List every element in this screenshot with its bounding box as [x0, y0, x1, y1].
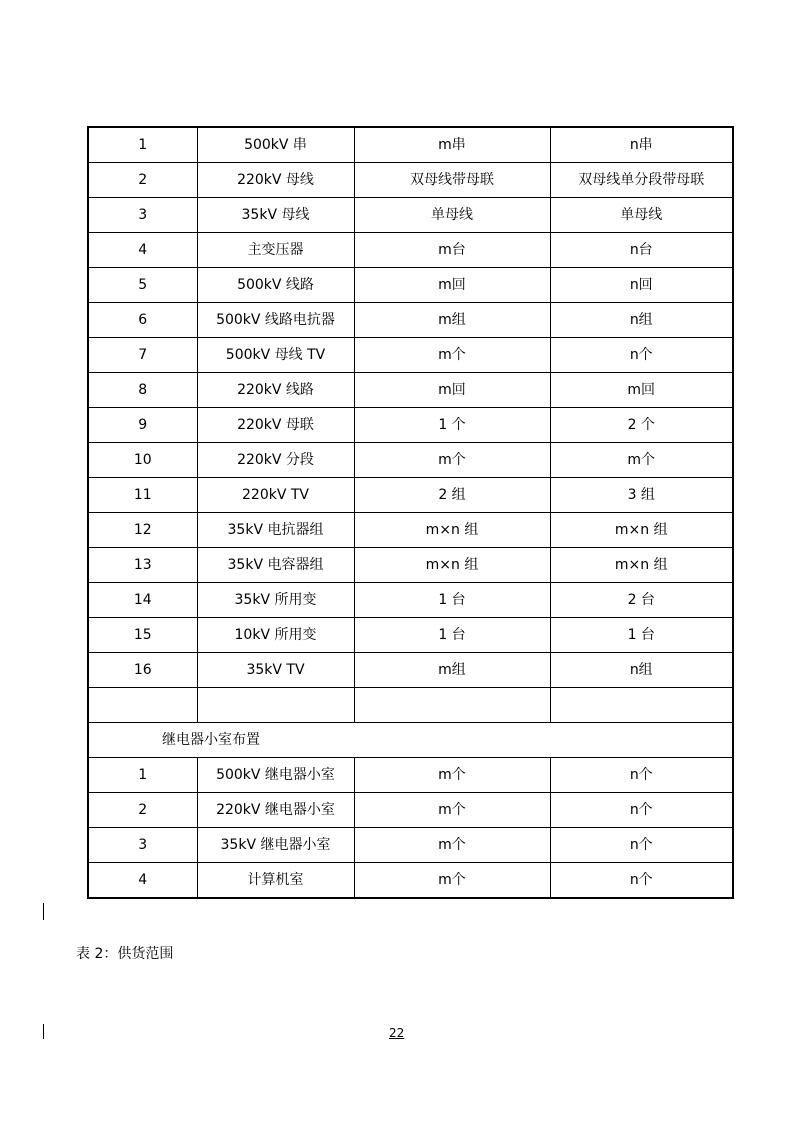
item-name-cell: 220kV 线路: [197, 373, 354, 408]
section-title-row: [88, 723, 733, 758]
phase-one-cell: 1 个: [354, 408, 550, 443]
final-scale-cell: m回: [550, 373, 733, 408]
phase-one-cell: m台: [354, 233, 550, 268]
revision-bar: [43, 1024, 44, 1039]
row-index-cell: 9: [88, 408, 197, 443]
final-scale-cell: n个: [550, 793, 733, 828]
row-index-cell: 14: [88, 583, 197, 618]
final-scale-cell: n串: [550, 127, 733, 163]
final-scale-cell: n回: [550, 268, 733, 303]
row-index-cell: 3: [88, 198, 197, 233]
final-scale-cell: 1 台: [550, 618, 733, 653]
final-scale-cell: n台: [550, 233, 733, 268]
final-scale-cell: 双母线单分段带母联: [550, 163, 733, 198]
table-body: [88, 127, 733, 898]
table-row: [88, 653, 733, 688]
final-scale-cell: n组: [550, 653, 733, 688]
row-index-cell: 6: [88, 303, 197, 338]
item-name-cell: 220kV 继电器小室: [197, 793, 354, 828]
phase-one-cell: m个: [354, 863, 550, 899]
phase-one-cell: m组: [354, 303, 550, 338]
page-number: 22: [389, 1026, 405, 1040]
table-row: [88, 513, 733, 548]
table-caption: 表 2：供货范围: [76, 946, 174, 962]
final-scale-cell: n个: [550, 338, 733, 373]
item-name-cell: 500kV 母线 TV: [197, 338, 354, 373]
phase-one-cell: 单母线: [354, 198, 550, 233]
table-row: [88, 478, 733, 513]
phase-one-cell: m组: [354, 653, 550, 688]
row-index-cell: 8: [88, 373, 197, 408]
row-index-cell: 5: [88, 268, 197, 303]
table-row: [88, 583, 733, 618]
item-name-cell: 10kV 所用变: [197, 618, 354, 653]
item-name-cell: 220kV TV: [197, 478, 354, 513]
table-row: [88, 793, 733, 828]
item-name-cell: 35kV 电抗器组: [197, 513, 354, 548]
final-scale-cell: n个: [550, 863, 733, 899]
row-index-cell: 12: [88, 513, 197, 548]
final-scale-cell: m×n 组: [550, 548, 733, 583]
table-row: [88, 618, 733, 653]
table-row: [88, 127, 733, 163]
row-index-cell: 11: [88, 478, 197, 513]
final-scale-cell: n组: [550, 303, 733, 338]
table-row: [88, 268, 733, 303]
item-name-cell: 500kV 继电器小室: [197, 758, 354, 793]
item-name-cell: 500kV 串: [197, 127, 354, 163]
table-row: [88, 443, 733, 478]
phase-one-cell: m个: [354, 338, 550, 373]
final-scale-cell: m个: [550, 443, 733, 478]
supply-scope-table: [87, 126, 734, 899]
phase-one-cell: 双母线带母联: [354, 163, 550, 198]
table-row: [88, 163, 733, 198]
row-index-cell: [88, 688, 197, 723]
item-name-cell: 500kV 线路: [197, 268, 354, 303]
phase-one-cell: m×n 组: [354, 548, 550, 583]
phase-one-cell: m串: [354, 127, 550, 163]
item-name-cell: [197, 688, 354, 723]
table-row: [88, 758, 733, 793]
item-name-cell: 35kV TV: [197, 653, 354, 688]
table-row: [88, 863, 733, 899]
row-index-cell: 3: [88, 828, 197, 863]
row-index-cell: 7: [88, 338, 197, 373]
row-index-cell: 2: [88, 793, 197, 828]
item-name-cell: 35kV 所用变: [197, 583, 354, 618]
row-index-cell: 4: [88, 863, 197, 899]
row-index-cell: 13: [88, 548, 197, 583]
table-row: [88, 373, 733, 408]
phase-one-cell: m个: [354, 758, 550, 793]
phase-one-cell: [354, 688, 550, 723]
final-scale-cell: 2 台: [550, 583, 733, 618]
section-title: 继电器小室布置: [88, 723, 733, 758]
item-name-cell: 35kV 母线: [197, 198, 354, 233]
table-row: [88, 233, 733, 268]
phase-one-cell: m个: [354, 443, 550, 478]
row-index-cell: 1: [88, 758, 197, 793]
item-name-cell: 计算机室: [197, 863, 354, 899]
row-index-cell: 10: [88, 443, 197, 478]
phase-one-cell: 2 组: [354, 478, 550, 513]
revision-bar: [43, 903, 44, 920]
table-row: [88, 828, 733, 863]
row-index-cell: 16: [88, 653, 197, 688]
row-index-cell: 1: [88, 127, 197, 163]
item-name-cell: 220kV 母线: [197, 163, 354, 198]
row-index-cell: 2: [88, 163, 197, 198]
table-row: [88, 338, 733, 373]
phase-one-cell: m个: [354, 828, 550, 863]
table-row: [88, 548, 733, 583]
item-name-cell: 35kV 电容器组: [197, 548, 354, 583]
final-scale-cell: 单母线: [550, 198, 733, 233]
phase-one-cell: m回: [354, 268, 550, 303]
item-name-cell: 220kV 母联: [197, 408, 354, 443]
table-row: [88, 688, 733, 723]
phase-one-cell: 1 台: [354, 618, 550, 653]
item-name-cell: 35kV 继电器小室: [197, 828, 354, 863]
phase-one-cell: m×n 组: [354, 513, 550, 548]
phase-one-cell: 1 台: [354, 583, 550, 618]
final-scale-cell: n个: [550, 828, 733, 863]
final-scale-cell: n个: [550, 758, 733, 793]
final-scale-cell: 3 组: [550, 478, 733, 513]
final-scale-cell: [550, 688, 733, 723]
phase-one-cell: m个: [354, 793, 550, 828]
table-row: [88, 303, 733, 338]
final-scale-cell: m×n 组: [550, 513, 733, 548]
item-name-cell: 220kV 分段: [197, 443, 354, 478]
table-row: [88, 408, 733, 443]
item-name-cell: 主变压器: [197, 233, 354, 268]
row-index-cell: 4: [88, 233, 197, 268]
row-index-cell: 15: [88, 618, 197, 653]
phase-one-cell: m回: [354, 373, 550, 408]
final-scale-cell: 2 个: [550, 408, 733, 443]
item-name-cell: 500kV 线路电抗器: [197, 303, 354, 338]
table-row: [88, 198, 733, 233]
